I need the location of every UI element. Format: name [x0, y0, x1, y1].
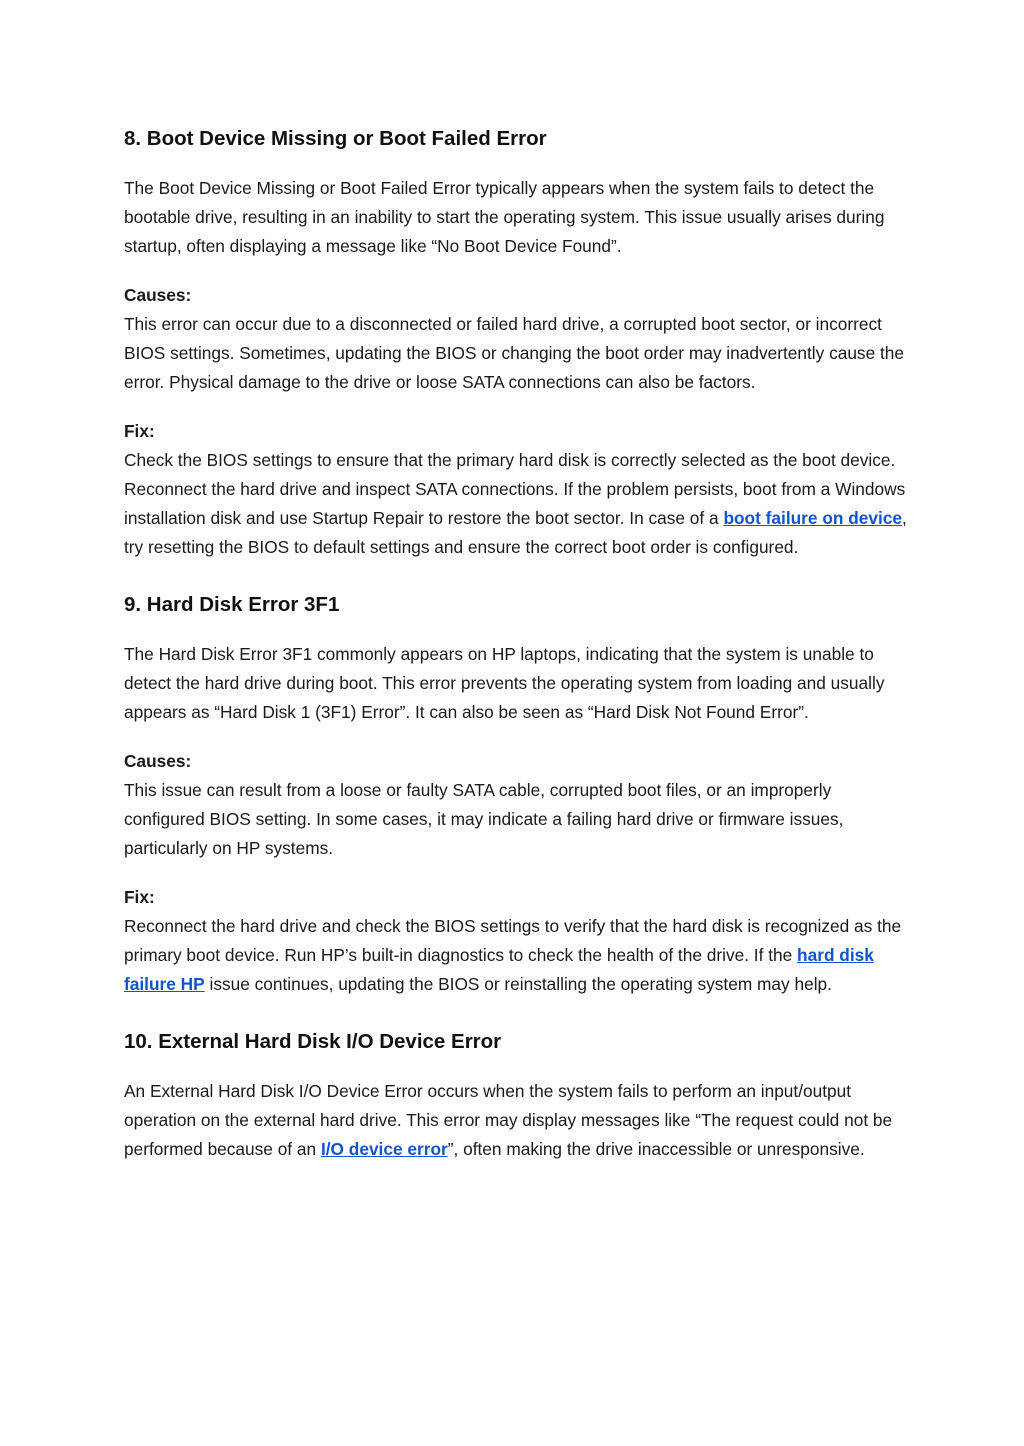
fix-paragraph	[124, 883, 914, 999]
section-heading: 10. External Hard Disk I/O Device Error	[124, 1030, 502, 1053]
fix-label: Fix:	[124, 421, 155, 441]
causes-label: Causes:	[124, 285, 192, 305]
fix-text-after: , try resetting the BIOS to default settings and ensure the correct boot order is configured.	[124, 508, 907, 557]
causes-label: Causes:	[124, 751, 192, 771]
fix-text-before: Check the BIOS settings to ensure that the primary hard disk is correctly selected as the boot device. Reconnect the hard drive and inspect SATA connections. If the problem persists, boot from a Windows installation disk and use Startup Repair to restore the boot sector. In case of a	[124, 450, 906, 528]
intro-text-before: An External Hard Disk I/O Device Error occurs when the system fails to perform an input/output operation on the external hard drive. This error may display messages like “The request could not be performed because of an	[124, 1081, 893, 1159]
fix-label: Fix:	[124, 887, 155, 907]
fix-text-after: issue continues, updating the BIOS or reinstalling the operating system may help.	[204, 974, 832, 994]
io-device-error-link[interactable]: I/O device error	[320, 1139, 448, 1159]
section-heading: 9. Hard Disk Error 3F1	[124, 593, 340, 616]
boot-failure-on-device-link[interactable]: boot failure on device	[723, 508, 903, 528]
fix-text-before: Reconnect the hard drive and check the BIOS settings to verify that the hard disk is recognized as the primary boot device. Run HP’s built-in diagnostics to check the health of the drive. If the	[124, 916, 902, 965]
section-hard-disk-error-3f1	[124, 588, 914, 999]
section-intro: The Hard Disk Error 3F1 commonly appears on HP laptops, indicating that the system is unable to detect the hard drive during boot. This error prevents the operating system from loading and usually appears as “Hard Disk 1 (3F1) Error”. It can also be seen as “Hard Disk Not Found Error”.	[124, 644, 885, 722]
section-external-hard-disk-io-error	[124, 1025, 914, 1164]
fix-paragraph	[124, 417, 914, 562]
section-intro: The Boot Device Missing or Boot Failed Error typically appears when the system fails to detect the bootable drive, resulting in an inability to start the operating system. This issue usually arises during startup, often displaying a message like “No Boot Device Found”.	[124, 178, 885, 256]
causes-paragraph	[124, 281, 914, 397]
causes-text: This issue can result from a loose or faulty SATA cable, corrupted boot files, or an improperly configured BIOS setting. In some cases, it may indicate a failing hard drive or firmware issues, particularly on HP systems.	[124, 780, 844, 858]
intro-text-after: ”, often making the drive inaccessible or unresponsive.	[447, 1139, 865, 1159]
section-heading: 8. Boot Device Missing or Boot Failed Error	[124, 127, 547, 150]
section-intro	[124, 1077, 914, 1164]
document-page	[124, 122, 914, 1164]
hard-disk-failure-hp-link[interactable]: hard disk failure HP	[124, 945, 874, 994]
causes-text: This error can occur due to a disconnected or failed hard drive, a corrupted boot sector, or incorrect BIOS settings. Sometimes, updating the BIOS or changing the boot order may inadvertently cause the error. Physical damage to the drive or loose SATA connections can also be factors.	[124, 314, 905, 392]
causes-paragraph	[124, 747, 914, 863]
section-boot-device-missing	[124, 122, 914, 562]
